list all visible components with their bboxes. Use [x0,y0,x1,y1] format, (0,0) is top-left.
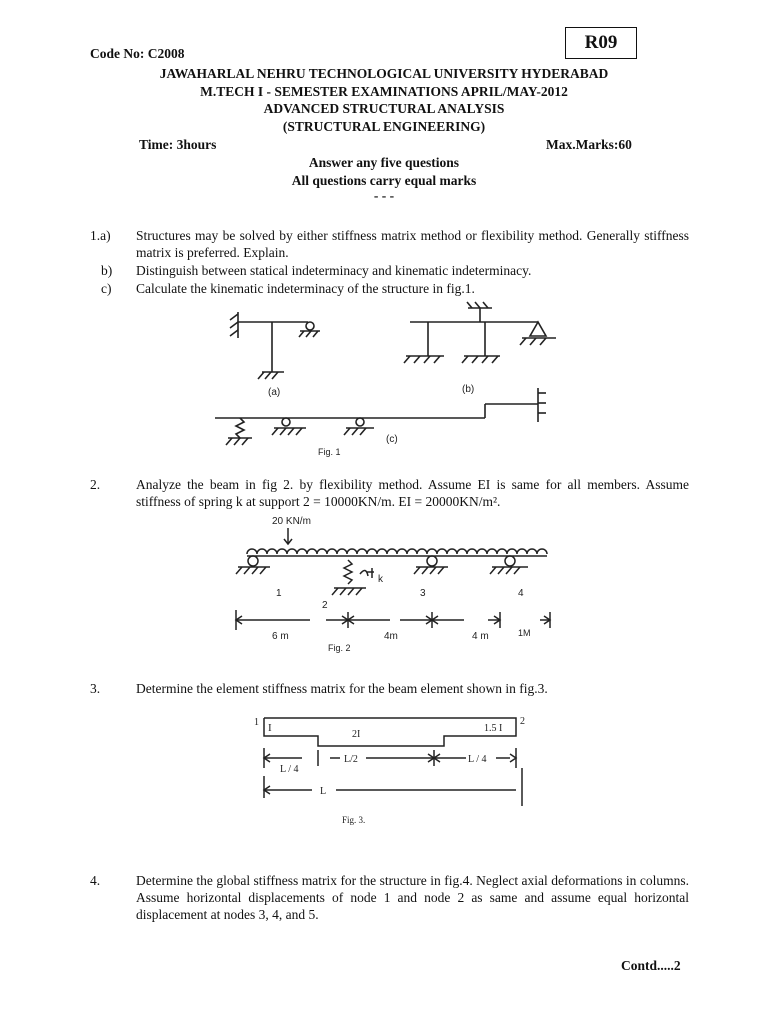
fig1-label-b: (b) [462,384,475,395]
fig2-load-label: 20 KN/m [272,516,311,527]
question-number: c) [101,281,112,296]
question-number: 3. [90,681,101,696]
fig2-span-4: 1M [518,628,531,638]
regulation-box: R09 [565,27,637,59]
question-number: 1.a) [90,228,111,243]
exam-title: M.TECH I - SEMESTER EXAMINATIONS APRIL/MAY-2012 [200,84,568,99]
fig3-node-right: 2 [520,716,525,727]
fig3-inertia-left: I [268,722,272,734]
figure-1 [200,298,580,460]
fig1-caption: Fig. 1 [318,447,341,457]
fig1-label-a: (a) [268,387,281,398]
continued-label: Contd.....2 [621,958,681,973]
fig3-node-left: 1 [254,717,259,728]
question-text: Calculate the kinematic indeterminacy of the structure in fig.1. [136,281,475,296]
fig2-span-1: 6 m [272,631,289,642]
fig2-node-2: 2 [322,600,328,611]
fig3-inertia-right: 1.5 I [484,723,503,734]
fig2-node-1: 1 [276,588,282,599]
fig1-label-c: (c) [386,434,398,445]
fig2-spring-label: k [378,574,383,585]
university-name: JAWAHARLAL NEHRU TECHNOLOGICAL UNIVERSITY HYDERABAD [159,66,609,81]
fig2-node-3: 3 [420,588,426,599]
fig2-caption: Fig. 2 [328,643,351,653]
fig2-span-3: 4 m [472,631,489,642]
instruction-two: All questions carry equal marks [291,173,477,188]
question-text: Determine the element stiffness matrix for the beam element shown in fig.3. [136,681,548,696]
exam-time: Time: 3hours [139,137,217,152]
question-text: Distinguish between statical indeterminacy and kinematic indeterminacy. [136,263,532,278]
fig3-dim-total: L [320,786,327,797]
figure-2 [200,512,570,657]
question-text: Structures may be solved by either stiffness matrix method or flexibility method. Generally stiffness matrix is preferred. Explain. [136,228,689,260]
fig3-dim-mid: L/2 [344,754,358,765]
subject-title: ADVANCED STRUCTURAL ANALYSIS [263,101,505,116]
separator: - - - [373,188,395,203]
max-marks: Max.Marks:60 [546,137,632,152]
question-number: 2. [90,477,101,492]
instruction-one: Answer any five questions [308,155,460,170]
fig3-caption: Fig. 3. [342,815,366,825]
question-text: Determine the global stiffness matrix for the structure in fig.4. Neglect axial deformations in columns. Assume horizontal displacements of node 1 and node 2 as same and assume equal horizontal displacement at nodes 3, 4, and 5. [136,873,689,922]
fig2-span-2: 4m [384,631,398,642]
fig3-dim-left: L / 4 [280,764,299,775]
question-text: Analyze the beam in fig 2. by flexibility method. Assume EI is same for all members. Assume stiffness of spring k at support 2 = 10000KN/m. EI = 20000KN/m². [136,477,689,509]
fig3-inertia-mid: 2I [352,729,361,740]
question-number: 4. [90,873,101,888]
fig2-node-4: 4 [518,588,524,599]
code-number: Code No: C2008 [90,46,185,61]
fig3-dim-right: L / 4 [468,754,487,765]
branch-title: (STRUCTURAL ENGINEERING) [282,119,486,134]
question-number: b) [101,263,113,278]
figure-3 [240,706,540,836]
